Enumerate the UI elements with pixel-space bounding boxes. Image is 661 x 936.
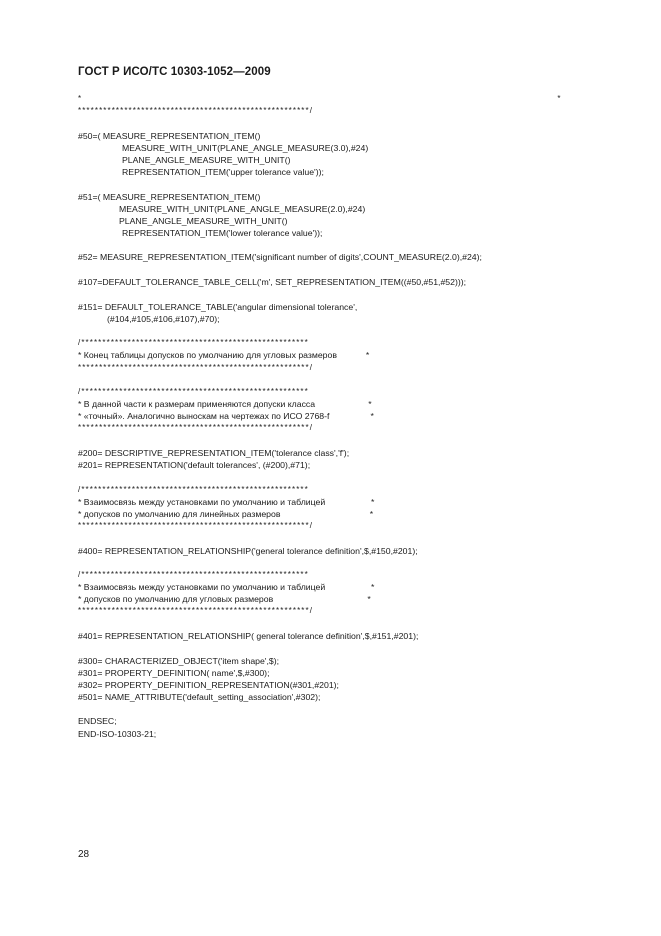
code-line: #151= DEFAULT_TOLERANCE_TABLE('angular dimensional tolerance',: [78, 301, 358, 312]
code-line: MEASURE_WITH_UNIT(PLANE_ANGLE_MEASURE(2.0),#24): [119, 203, 366, 214]
code-line: #107=DEFAULT_TOLERANCE_TABLE_CELL('m', SET_REPRESENTATION_ITEM((#50,#51,#52)));: [78, 277, 467, 288]
blank-line: [78, 239, 618, 252]
code-line: * «точный». Аналогично выноскам на чертежах по ИСО 2768-f *: [78, 411, 374, 422]
page-number: 28: [78, 849, 90, 860]
comment-border-line: *******************************************************/: [78, 106, 314, 116]
code-line: * допусков по умолчанию для угловых размеров *: [78, 594, 371, 605]
code-line: PLANE_ANGLE_MEASURE_WITH_UNIT(): [122, 154, 291, 165]
comment-border-line: /******************************************************: [78, 484, 309, 494]
blank-line: [78, 178, 618, 191]
code-line: END-ISO-10303-21;: [78, 728, 157, 739]
comment-border-line: /******************************************************: [78, 338, 309, 348]
code-line: #401= REPRESENTATION_RELATIONSHIP( general tolerance definition',$,#151,#201);: [78, 631, 419, 641]
code-line: #301= PROPERTY_DEFINITION( name',$,#300);: [78, 667, 270, 678]
code-line: ENDSEC;: [78, 716, 117, 727]
blank-line: [78, 618, 618, 631]
blank-line: [78, 264, 618, 277]
code-line: * Взаимосвязь между установками по умолчанию и таблицей *: [78, 496, 375, 507]
code-line: #302= PROPERTY_DEFINITION_REPRESENTATION(#301,#201);: [78, 679, 339, 690]
blank-line: [78, 374, 618, 387]
comment-border-line: *******************************************************/: [78, 606, 314, 616]
code-line: * Конец таблицы допусков по умолчанию для угловых размеров *: [78, 350, 370, 361]
code-line: (#104,#105,#106,#107),#70);: [107, 313, 220, 324]
step-file-listing: [78, 93, 618, 740]
code-line: MEASURE_WITH_UNIT(PLANE_ANGLE_MEASURE(3.0),#24): [122, 142, 369, 153]
code-line: * В данной части к размерам применяются допуски класса *: [78, 399, 372, 410]
code-line: #200= DESCRIPTIVE_REPRESENTATION_ITEM('tolerance class','f');: [78, 447, 350, 458]
code-line: #52= MEASURE_REPRESENTATION_ITEM('significant number of digits',COUNT_MEASURE(2.0),#24);: [78, 252, 482, 263]
code-line: REPRESENTATION_ITEM('upper tolerance value'));: [122, 166, 324, 177]
code-line: PLANE_ANGLE_MEASURE_WITH_UNIT(): [119, 215, 288, 226]
code-line: #201= REPRESENTATION('default tolerances', (#200),#71);: [78, 460, 311, 471]
blank-line: [78, 532, 618, 545]
comment-border-line: *******************************************************/: [78, 362, 314, 372]
comment-border-line: /******************************************************: [78, 387, 309, 397]
code-line: REPRESENTATION_ITEM('lower tolerance value'));: [122, 227, 323, 238]
comment-border-line: /******************************************************: [78, 570, 309, 580]
code-line: * допусков по умолчанию для линейных размеров *: [78, 508, 374, 519]
code-line: * Взаимосвязь между установками по умолчанию и таблицей *: [78, 582, 375, 593]
code-line: #400= REPRESENTATION_RELATIONSHIP('general tolerance definition',$,#150,#201);: [78, 545, 418, 556]
blank-line: [78, 703, 618, 716]
blank-line: [78, 557, 618, 570]
blank-line: [78, 642, 618, 655]
blank-line: [78, 325, 618, 338]
code-line: #50=( MEASURE_REPRESENTATION_ITEM(): [78, 130, 261, 141]
blank-line: [78, 471, 618, 484]
comment-border-line: * *: [78, 94, 562, 103]
blank-line: [78, 288, 618, 301]
blank-line: [78, 434, 618, 447]
code-line: #300= CHARACTERIZED_OBJECT('item shape',$);: [78, 655, 280, 666]
code-line: #51=( MEASURE_REPRESENTATION_ITEM(): [78, 191, 261, 202]
comment-border-line: *******************************************************/: [78, 520, 314, 530]
comment-border-line: *******************************************************/: [78, 423, 314, 433]
document-header: ГОСТ Р ИСО/ТС 10303-1052—2009: [78, 66, 271, 78]
code-line: #501= NAME_ATTRIBUTE('default_setting_association',#302);: [78, 691, 321, 702]
blank-line: [78, 117, 618, 130]
